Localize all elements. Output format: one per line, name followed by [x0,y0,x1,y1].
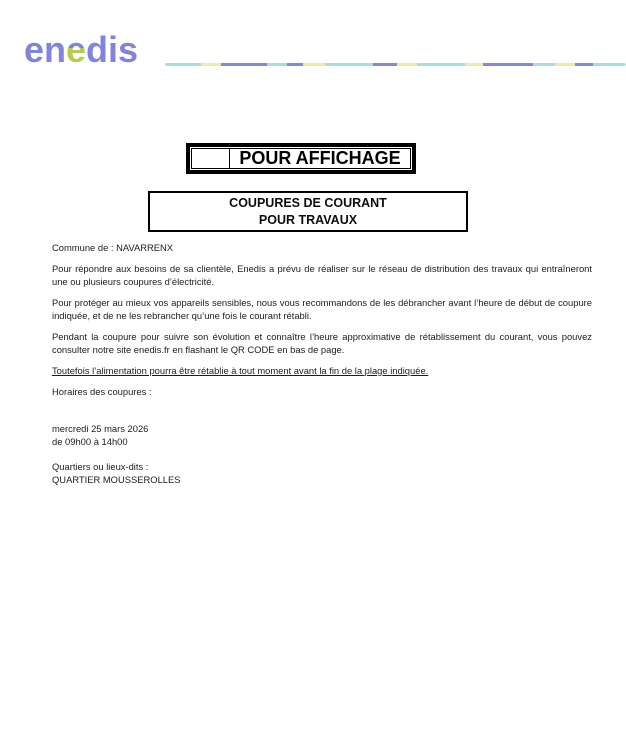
schedule-label: Horaires des coupures : [52,386,152,397]
notice-title-box [148,191,468,232]
paragraph-intro: Pour répondre aux besoins de sa clientèle, Enedis a prévu de réaliser sur le réseau de distribution des travaux qui entraîneront une ou plusieurs coupures d’électricité. [52,262,592,287]
affichage-title: POUR AFFICHAGE [239,148,401,168]
districts-label: Quartiers ou lieux-dits : [52,460,149,472]
schedule-date: mercredi 25 mars 2026 [52,422,149,434]
district-name: QUARTIER MOUSSEROLLES [52,474,181,485]
affichage-banner [186,143,416,174]
affichage-empty-cell [192,149,230,168]
brand-decorative-line [165,63,626,66]
districts-block [52,460,592,487]
logo-letters-dis: dis [86,29,139,70]
schedule-block [52,422,592,449]
affichage-banner-inner [191,148,411,169]
paragraph-qrcode: Pendant la coupure pour suivre son évolution et connaître l’heure approximative de rétablissement du courant, vous pouvez consulter notre site enedis.fr en flashant le QR CODE en bas de page. [52,330,592,355]
schedule-time: de 09h00 à 14h00 [52,436,128,447]
logo-letter-e-green: e [66,29,87,70]
paragraph-advice: Pour protéger au mieux vos appareils sensibles, nous vous recommandons de les débrancher avant l’heure de début de coupure indiquée, et de ne les rebrancher qu’une fois le courant rétabli. [52,296,592,321]
notice-title-line1: COUPURES DE COURANT [229,195,387,210]
logo-letters-en: en [24,29,67,70]
document-body [52,241,592,487]
notice-title-line2: POUR TRAVAUX [258,212,358,227]
commune-line: Commune de : NAVARRENX [52,242,174,253]
highlight-sentence: Toutefois l’alimentation pourra être rétablie à tout moment avant la fin de la plage indiquée. [52,364,429,376]
enedis-logo [24,29,139,70]
